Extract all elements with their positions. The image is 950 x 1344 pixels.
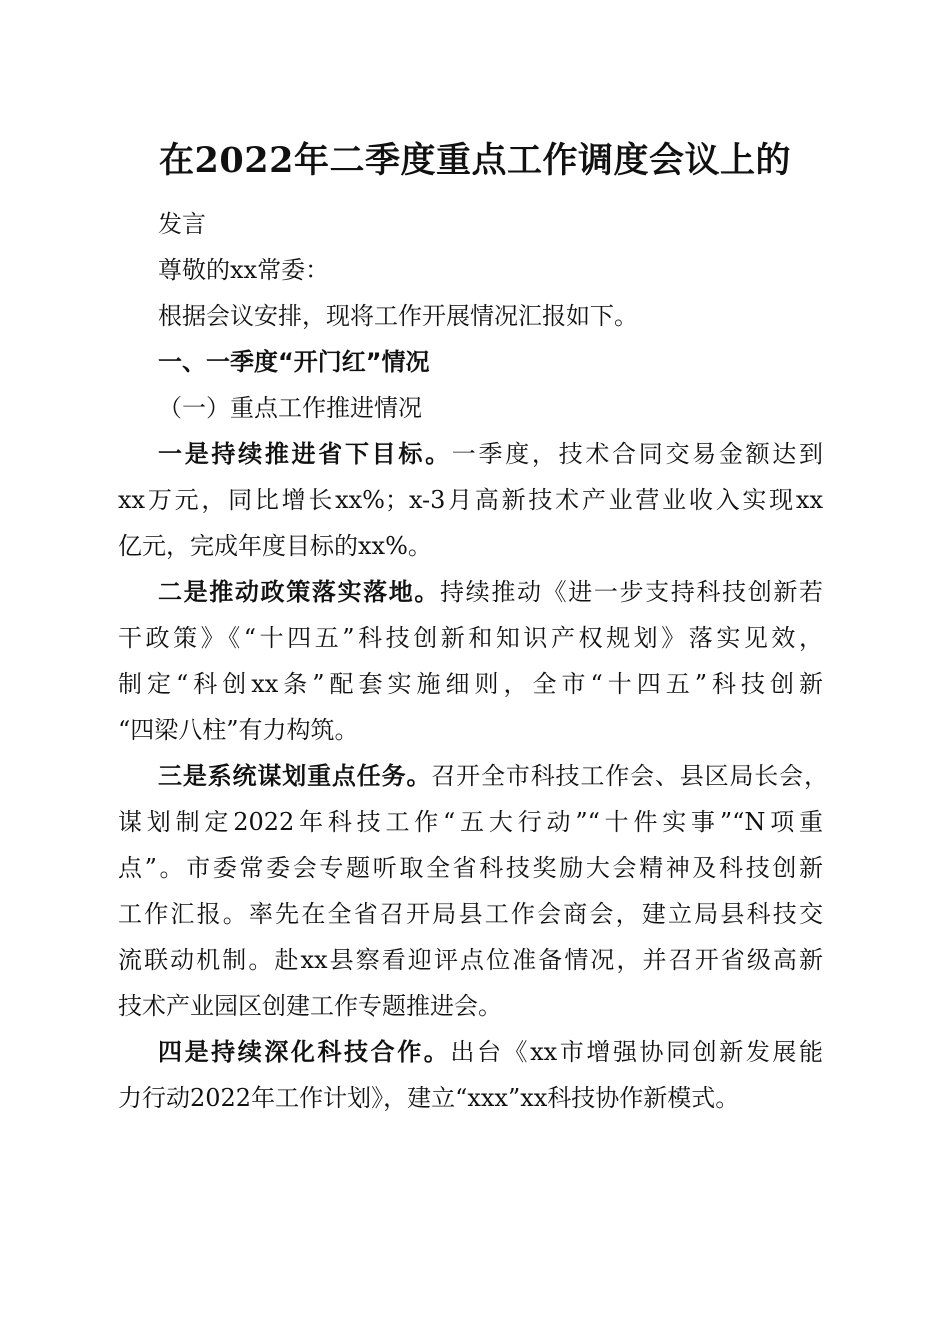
document-subtitle: 发言 bbox=[158, 210, 206, 238]
paragraph-3-line-2: 谋划制定2022年科技工作“五大行动”“十件实事”“N项重 bbox=[118, 808, 823, 836]
section-heading-1: 一、一季度“开门红”情况 bbox=[158, 348, 430, 376]
paragraph-1-line-2: xx万元，同比增长xx%；x-3月高新技术产业营业收入实现xx bbox=[118, 486, 823, 514]
paragraph-3-line-6: 技术产业园区创建工作专题推进会。 bbox=[118, 992, 502, 1020]
document-title: 在2022年二季度重点工作调度会议上的 bbox=[159, 140, 791, 181]
subsection-heading-1: （一）重点工作推进情况 bbox=[158, 394, 422, 422]
paragraph-2-line-2: 干政策》《“十四五”科技创新和知识产权规划》落实见效， bbox=[118, 624, 823, 652]
paragraph-2-text: 持续推动《进一步支持科技创新若 bbox=[440, 578, 824, 606]
paragraph-4-line-2: 力行动2022年工作计划》，建立“xxx”xx科技协作新模式。 bbox=[118, 1084, 740, 1112]
paragraph-3-lead: 三是系统谋划重点任务。 bbox=[158, 761, 432, 790]
paragraph-1-line-3: 亿元，完成年度目标的xx%。 bbox=[118, 532, 432, 560]
paragraph-3-line-1 bbox=[158, 759, 828, 793]
paragraph-1-lead: 一是持续推进省下目标。 bbox=[158, 439, 452, 468]
paragraph-4-line-1 bbox=[158, 1035, 823, 1069]
intro-paragraph: 根据会议安排，现将工作开展情况汇报如下。 bbox=[158, 302, 638, 330]
paragraph-1-line-1 bbox=[158, 437, 823, 471]
paragraph-3-line-3: 点”。市委常委会专题听取全省科技奖励大会精神及科技创新 bbox=[118, 854, 823, 882]
paragraph-2-lead: 二是推动政策落实落地。 bbox=[158, 577, 441, 606]
paragraph-3-line-5: 流联动机制。赴xx县察看迎评点位准备情况，并召开省级高新 bbox=[118, 946, 823, 974]
paragraph-3-text: 召开全市科技工作会、县区局长会， bbox=[431, 762, 829, 790]
paragraph-2-line-3: 制定“科创xx条”配套实施细则，全市“十四五”科技创新 bbox=[118, 670, 823, 698]
paragraph-4-text: 出台《xx市增强协同创新发展能 bbox=[450, 1038, 824, 1066]
paragraph-4-lead: 四是持续深化科技合作。 bbox=[158, 1037, 451, 1066]
paragraph-1-text: 一季度，技术合同交易金额达到 bbox=[451, 440, 824, 468]
paragraph-3-line-4: 工作汇报。率先在全省召开局县工作会商会，建立局县科技交 bbox=[118, 900, 823, 928]
paragraph-2-line-1 bbox=[158, 575, 823, 609]
salutation: 尊敬的xx常委： bbox=[158, 256, 330, 284]
paragraph-2-line-4: “四梁八柱”有力构筑。 bbox=[118, 716, 359, 744]
